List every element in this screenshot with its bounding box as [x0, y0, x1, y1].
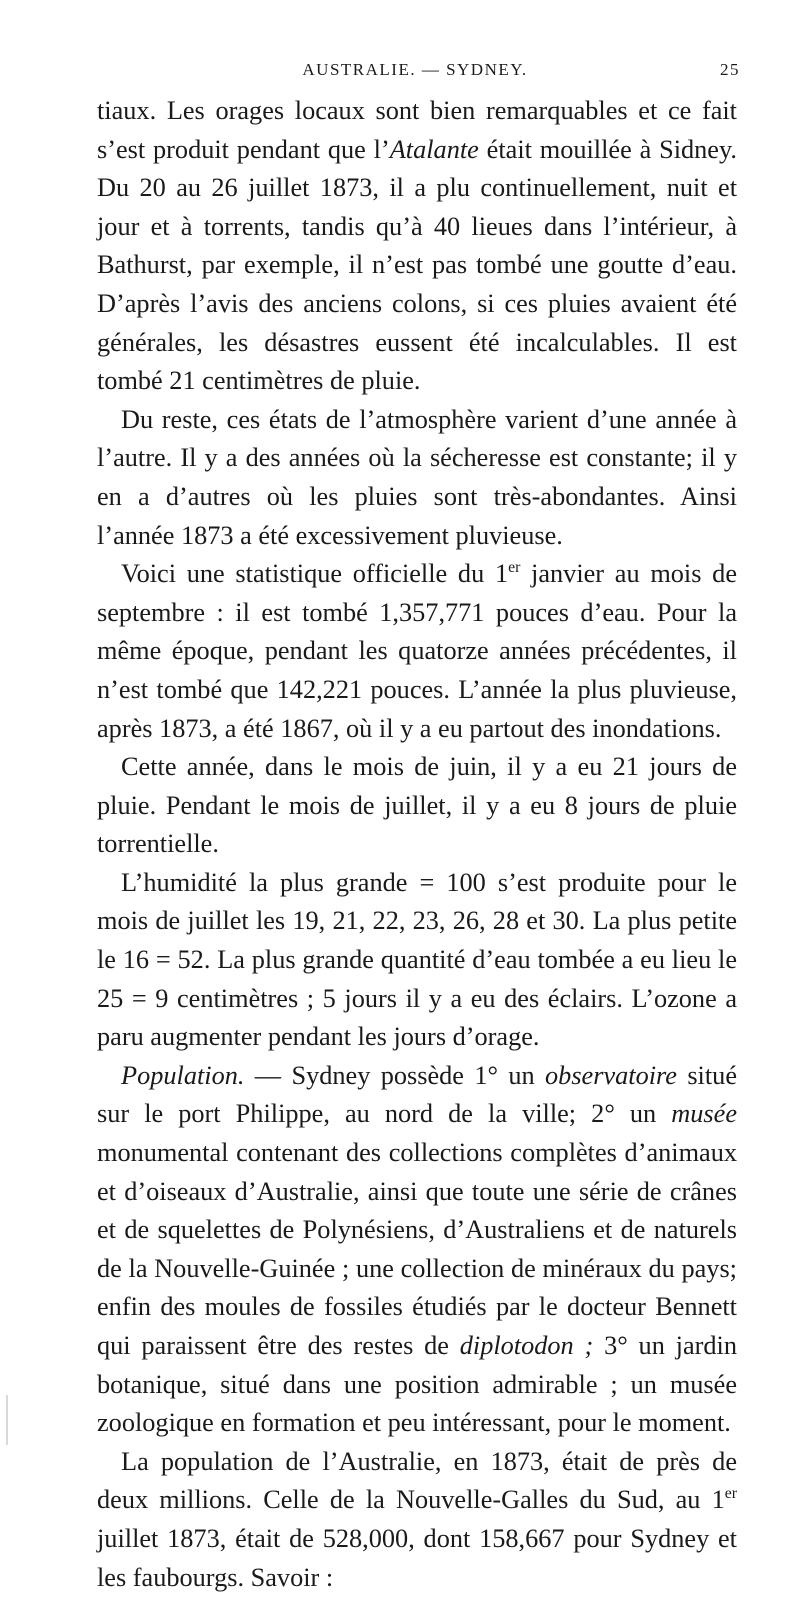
- scan-edge-mark: [6, 1395, 8, 1445]
- paragraph-climate-variation: [97, 401, 737, 555]
- paragraph-population-institutions: [97, 1057, 737, 1443]
- italic-text: musée: [671, 1099, 737, 1129]
- paragraph-humidity: [97, 864, 737, 1057]
- paragraph-continuation: [97, 92, 737, 401]
- running-title: AUSTRALIE. — SYDNEY.: [302, 60, 528, 79]
- superscript-text: er: [724, 1485, 737, 1503]
- text-run: Cette année, dans le mois de juin, il y a eu 21 jours de pluie. Pendant le mois de juillet, il y a eu 8 jours de pluie torrentielle.: [97, 752, 737, 859]
- text-run: situé sur le port Philippe, au nord de la ville; 2° un: [97, 1060, 737, 1129]
- superscript-text: er: [508, 559, 521, 577]
- text-run: monumental contenant des collections complètes d’animaux et d’oiseaux d’Australie, ainsi que toute une série de crânes et de squelettes de Polynésiens, d’Australiens et de naturels de la Nouvelle-Guinée ; une collection de minéraux du pays; enfin des moules de fossiles étudiés par le docteur Bennett qui paraissent être des restes de: [97, 1138, 737, 1360]
- italic-text: Atalante: [389, 134, 479, 164]
- paragraph-june-july-rain: [97, 748, 737, 864]
- page-number: 25: [720, 60, 740, 79]
- text-run: janvier au mois de septembre : il est tombé 1,357,771 pouces d’eau. Pour la même époque, pendant les quatorze années précédentes, il n’est tombé que 142,221 pouces. L’année la plus pluvieuse, après 1873, a été 1867, où il y a eu partout des inondations.: [97, 559, 737, 743]
- italic-text: diplotodon ;: [459, 1331, 594, 1360]
- paragraph-population-figures: [97, 1443, 737, 1597]
- text-run: L’humidité la plus grande = 100 s’est produite pour le mois de juillet les 19, 21, 22, 23, 26, 28 et 30. La plus petite le 16 = 52. La plus grande quantité d’eau tombée a eu lieu le 25 = 9 centimètres ; 5 jours il y a eu des éclairs. L’ozone a paru augmenter pendant les jours d’orage.: [97, 867, 737, 1052]
- paragraph-rain-statistics: [97, 555, 737, 748]
- page-header: [90, 60, 740, 88]
- italic-text: observatoire: [545, 1060, 677, 1090]
- text-run: — Sydney possède 1° un: [244, 1060, 546, 1090]
- body-text: [97, 92, 737, 1597]
- text-run: 3° un jardin botanique, situé dans une position admirable ; un musée zoologique en formation et peu intéressant, pour le moment.: [97, 1331, 737, 1438]
- text-run: tiaux. Les orages locaux sont bien remarquables et ce fait s’est produit pendant que l’: [97, 96, 737, 164]
- text-run: était mouillée à Sidney. Du 20 au 26 juillet 1873, il a plu continuellement, nuit et jour et à torrents, tandis qu’à 40 lieues dans l’intérieur, à Bathurst, par exemple, il n’est pas tombé une goutte d’eau. D’après l’avis des anciens colons, si ces pluies avaient été générales, les désastres eussent été incalculables. Il est tombé 21 centimètres de pluie.: [97, 134, 737, 396]
- italic-text: Population.: [121, 1060, 245, 1090]
- text-run: Voici une statistique officielle du 1: [121, 559, 509, 589]
- text-run: juillet 1873, était de 528,000, dont 158,667 pour Sydney et les faubourgs. Savoir :: [97, 1523, 737, 1592]
- text-run: Du reste, ces états de l’atmosphère varient d’une année à l’autre. Il y a des années où la sécheresse est constante; il y en a d’autres où les pluies sont très-abondantes. Ainsi l’année 1873 a été excessivement pluvieuse.: [97, 404, 737, 550]
- text-run: La population de l’Australie, en 1873, était de près de deux millions. Celle de la Nouvelle-Galles du Sud, au 1: [97, 1446, 737, 1515]
